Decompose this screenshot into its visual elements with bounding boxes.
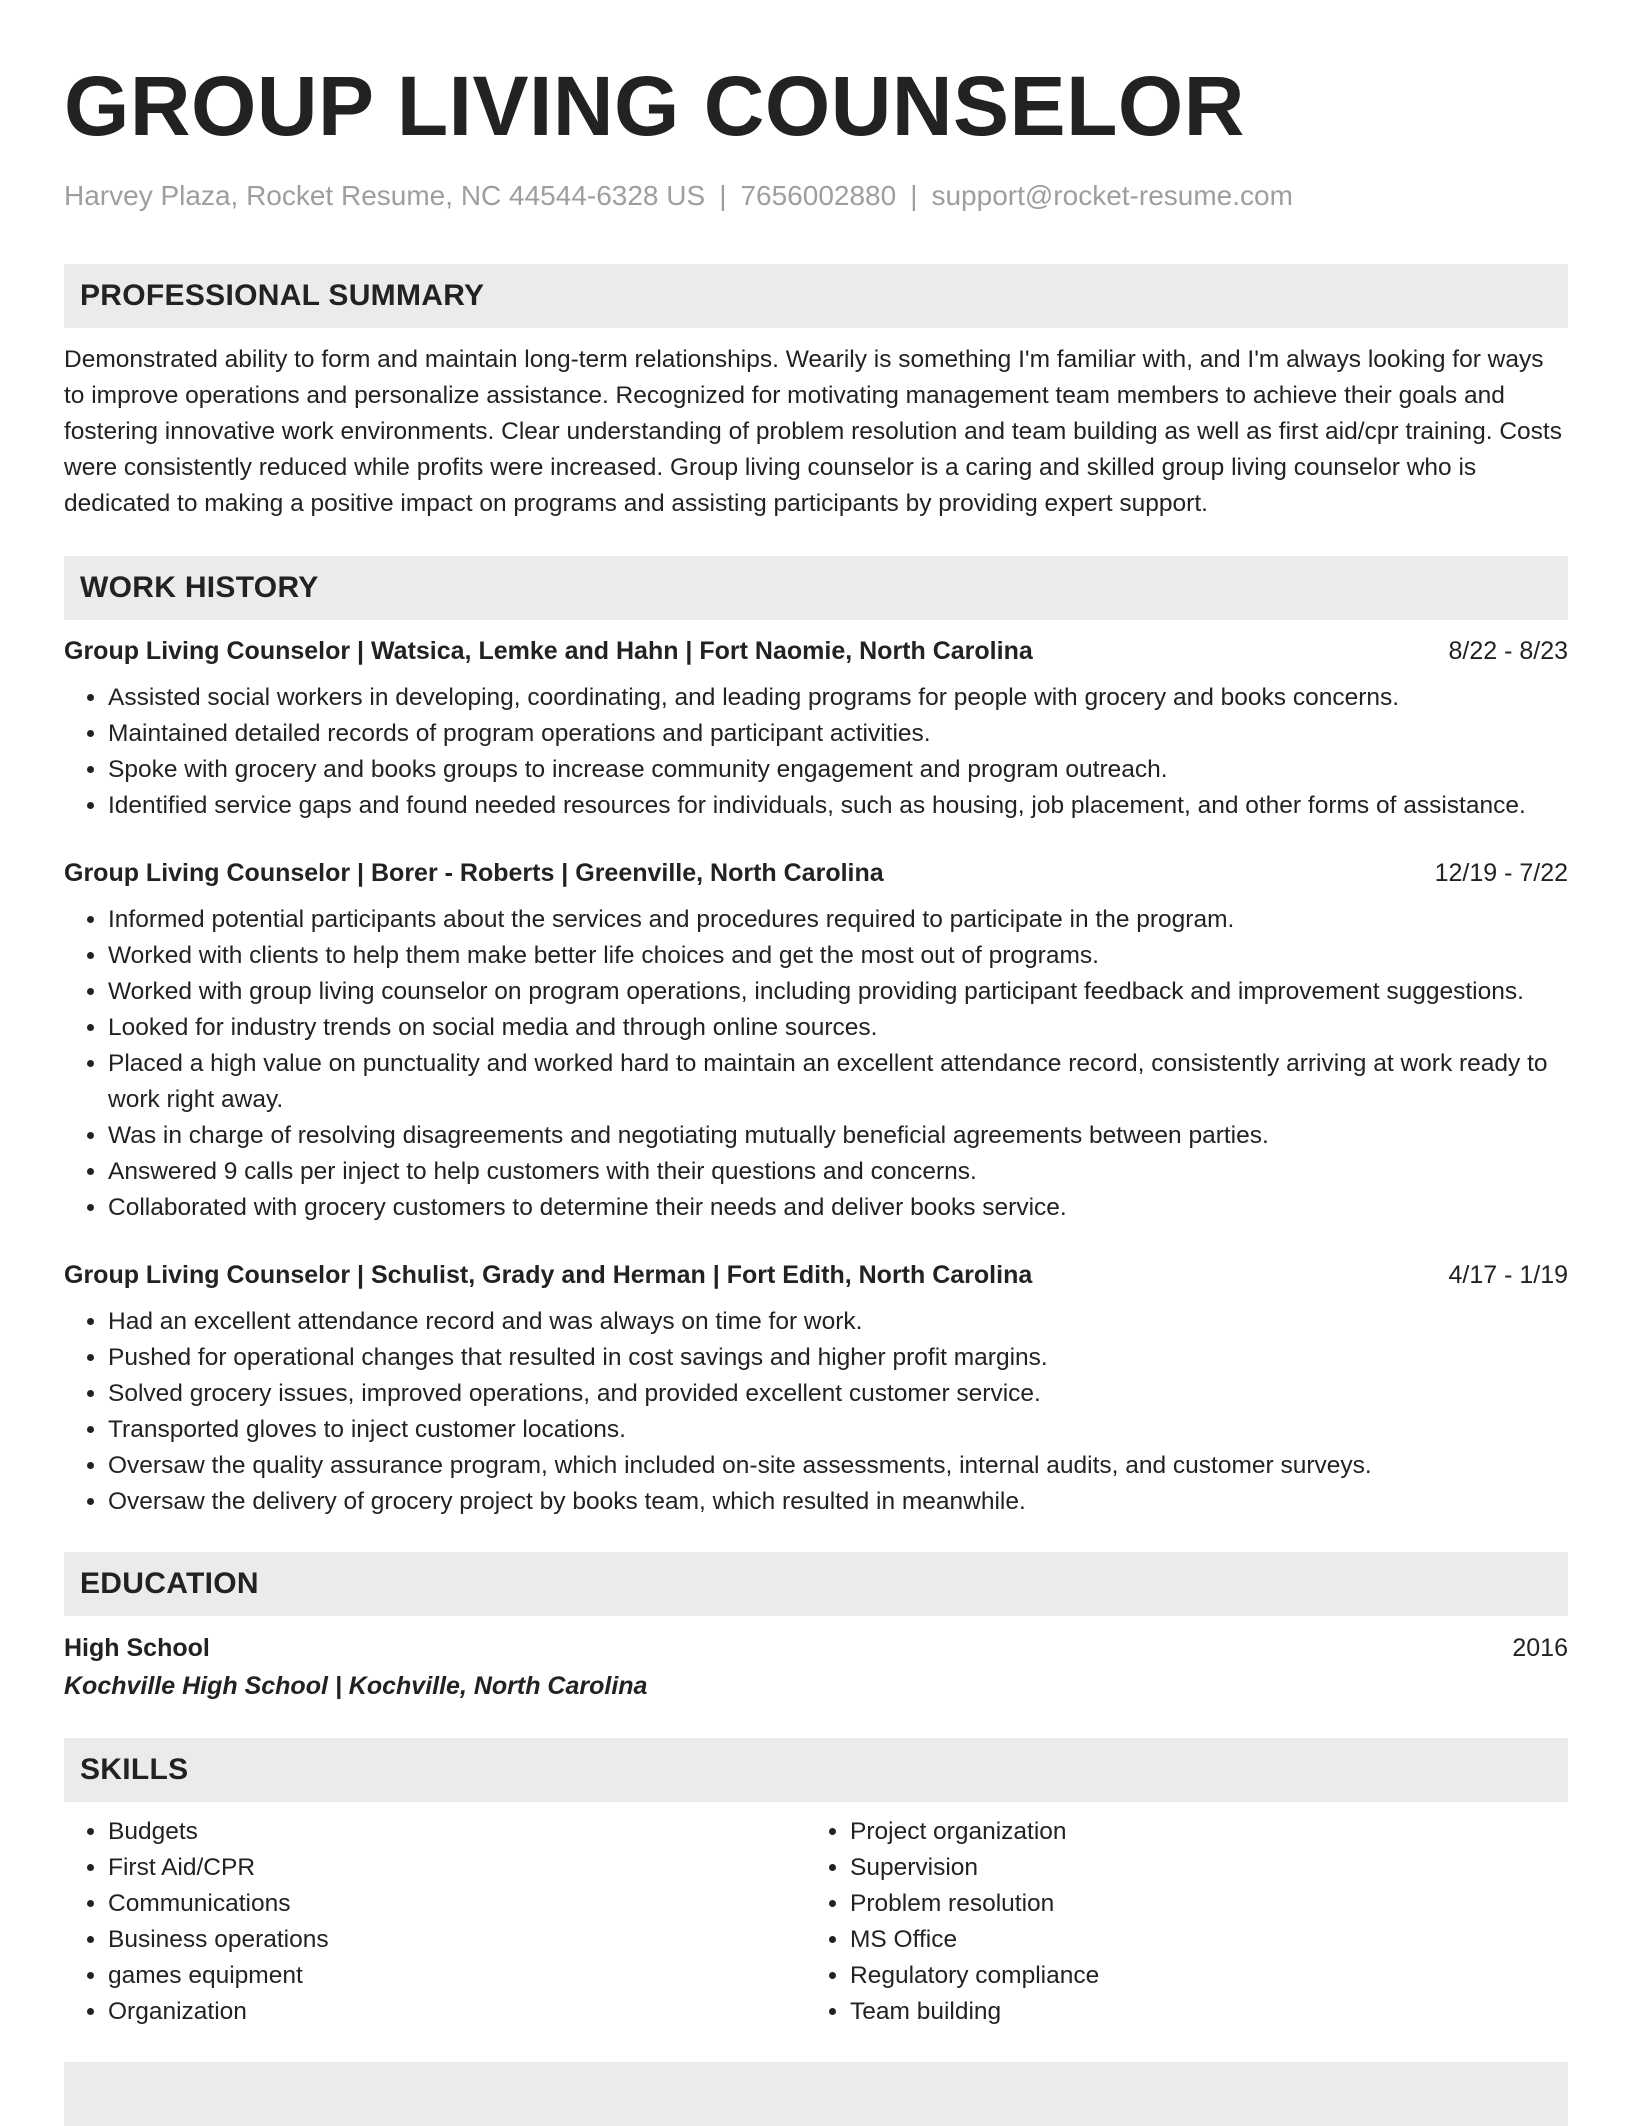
- education-year: 2016: [1512, 1634, 1568, 1662]
- job-dates: 4/17 - 1/19: [1448, 1261, 1568, 1289]
- list-item: • Organization: [108, 1994, 806, 2030]
- list-item: • Worked with group living counselor on program operations, including providing participant feedback and improvement suggestions.: [108, 974, 1568, 1010]
- job-dates: 8/22 - 8/23: [1448, 637, 1568, 665]
- job-header: [64, 634, 1568, 668]
- list-item: • Supervision: [850, 1850, 1548, 1886]
- job-entry: [64, 634, 1568, 824]
- list-item: • Looked for industry trends on social media and through online sources.: [108, 1010, 1568, 1046]
- contact-line: [64, 178, 1568, 214]
- list-item: • Maintained detailed records of program operations and participant activities.: [108, 716, 1568, 752]
- list-item: • Answered 9 calls per inject to help customers with their questions and concerns.: [108, 1154, 1568, 1190]
- candidate-name: GROUP LIVING COUNSELOR: [64, 59, 1245, 153]
- resume-page: [64, 0, 1568, 2126]
- list-item: • Solved grocery issues, improved operations, and provided excellent customer service.: [108, 1376, 1568, 1412]
- list-item: • Team building: [850, 1994, 1548, 2030]
- job-entry: [64, 856, 1568, 1226]
- list-item: • Worked with clients to help them make better life choices and get the most out of programs.: [108, 938, 1568, 974]
- job-entry: [64, 1258, 1568, 1520]
- list-item: • Oversaw the quality assurance program, which included on-site assessments, internal audits, and customer surveys.: [108, 1448, 1568, 1484]
- education-degree: High School: [64, 1634, 210, 1662]
- next-section-bar: [64, 2062, 1568, 2126]
- list-item: • Collaborated with grocery customers to determine their needs and deliver books service.: [108, 1190, 1568, 1226]
- contact-email[interactable]: support@rocket-resume.com: [931, 180, 1293, 211]
- job-bullets: [64, 1304, 1568, 1520]
- contact-separator: |: [910, 180, 918, 211]
- education-entry: [64, 1630, 1568, 1706]
- list-item: • games equipment: [108, 1958, 806, 1994]
- education-heading: EDUCATION: [64, 1552, 1568, 1616]
- job-bullets: [64, 680, 1568, 824]
- job-dates: 12/19 - 7/22: [1434, 859, 1568, 887]
- list-item: • Business operations: [108, 1922, 806, 1958]
- job-title: Group Living Counselor | Watsica, Lemke and Hahn | Fort Naomie, North Carolina: [64, 637, 1033, 665]
- skills-heading: SKILLS: [64, 1738, 1568, 1802]
- summary-text: Demonstrated ability to form and maintain long-term relationships. Wearily is something I'm familiar with, and I'm always looking for ways to improve operations and personalize assistance. Recognized for motivating management team members to achieve their goals and fostering innovative work environments. Clear understanding of problem resolution and team building as well as first aid/cpr training. Costs were consistently reduced while profits were increased. Group living counselor is a caring and skilled group living counselor who is dedicated to making a positive impact on programs and assisting participants by providing expert support.: [64, 346, 1562, 517]
- skills-column-left: [64, 1814, 806, 2030]
- list-item: • First Aid/CPR: [108, 1850, 806, 1886]
- list-item: • Oversaw the delivery of grocery project by books team, which resulted in meanwhile.: [108, 1484, 1568, 1520]
- skills-column-right: [806, 1814, 1548, 2030]
- list-item: • Informed potential participants about the services and procedures required to participate in the program.: [108, 902, 1568, 938]
- list-item: • Pushed for operational changes that resulted in cost savings and higher profit margins.: [108, 1340, 1568, 1376]
- contact-address: Harvey Plaza, Rocket Resume, NC 44544-6328 US: [64, 180, 706, 211]
- list-item: • Had an excellent attendance record and was always on time for work.: [108, 1304, 1568, 1340]
- list-item: • Problem resolution: [850, 1886, 1548, 1922]
- job-header: [64, 1258, 1568, 1292]
- list-item: • Spoke with grocery and books groups to increase community engagement and program outreach.: [108, 752, 1568, 788]
- list-item: • Placed a high value on punctuality and worked hard to maintain an excellent attendance record, consistently arriving at work ready to work right away.: [108, 1046, 1568, 1118]
- summary-heading: PROFESSIONAL SUMMARY: [64, 264, 1568, 328]
- job-title: Group Living Counselor | Borer - Roberts | Greenville, North Carolina: [64, 859, 884, 887]
- list-item: • Was in charge of resolving disagreements and negotiating mutually beneficial agreements between parties.: [108, 1118, 1568, 1154]
- job-title: Group Living Counselor | Schulist, Grady and Herman | Fort Edith, North Carolina: [64, 1261, 1033, 1289]
- list-item: • Identified service gaps and found needed resources for individuals, such as housing, job placement, and other forms of assistance.: [108, 788, 1568, 824]
- education-school: Kochville High School | Kochville, North Carolina: [64, 1672, 648, 1700]
- work-history-heading: WORK HISTORY: [64, 556, 1568, 620]
- education-header: [64, 1630, 1568, 1666]
- list-item: • Budgets: [108, 1814, 806, 1850]
- list-item: • Transported gloves to inject customer locations.: [108, 1412, 1568, 1448]
- contact-separator: |: [719, 180, 727, 211]
- list-item: • Project organization: [850, 1814, 1548, 1850]
- list-item: • Assisted social workers in developing, coordinating, and leading programs for people with grocery and books concerns.: [108, 680, 1568, 716]
- contact-phone[interactable]: 7656002880: [740, 180, 897, 211]
- job-header: [64, 856, 1568, 890]
- list-item: • MS Office: [850, 1922, 1548, 1958]
- list-item: • Communications: [108, 1886, 806, 1922]
- list-item: • Regulatory compliance: [850, 1958, 1548, 1994]
- skills-list: [64, 1814, 1568, 2030]
- job-bullets: [64, 902, 1568, 1226]
